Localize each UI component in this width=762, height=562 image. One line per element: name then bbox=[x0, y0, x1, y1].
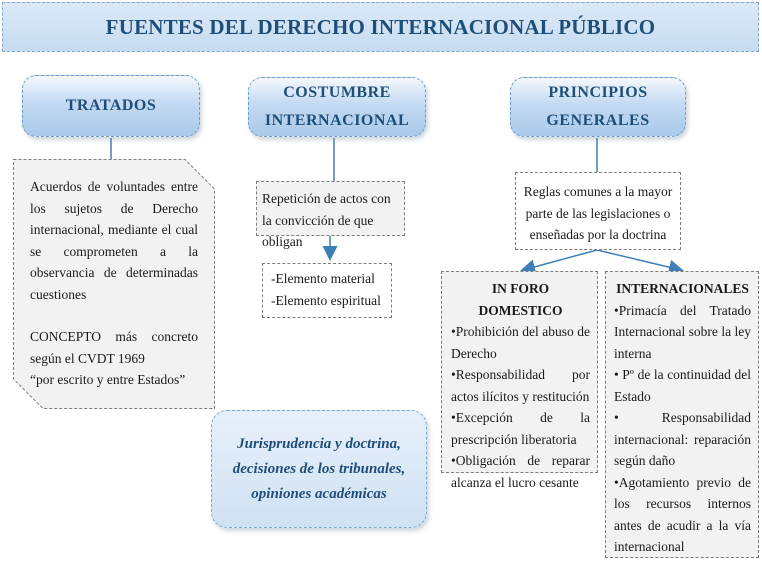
arrow-internacionales bbox=[597, 250, 681, 270]
arrow-foro-domestico bbox=[523, 250, 597, 270]
costumbre-definition-box bbox=[256, 181, 405, 249]
tratados-content bbox=[30, 176, 198, 391]
foro-item: •Obligación de reparar alcanza el lucro cesante bbox=[451, 453, 590, 490]
tratados-concept: CONCEPTO más concreto según el CVDT 1969 bbox=[30, 329, 198, 366]
foro-item: •Prohibición del abuso de Derecho bbox=[451, 324, 590, 361]
internacional-item: • Pº de la continuidad del Estado bbox=[614, 367, 751, 404]
title-banner bbox=[2, 2, 759, 52]
principios-definition-box bbox=[515, 172, 681, 250]
foro-item: •Excepción de la prescripción liberatoria bbox=[451, 410, 590, 447]
internacional-item: • Responsabilidad internacional: reparación según daño bbox=[614, 410, 751, 468]
costumbre-heading-line2: INTERNACIONAL bbox=[264, 112, 410, 129]
internacionales-box bbox=[605, 271, 759, 558]
tratados-heading-text: TRATADOS bbox=[65, 97, 157, 114]
principios-heading bbox=[510, 77, 686, 137]
page-title: FUENTES DEL DERECHO INTERNACIONAL PÚBLICO bbox=[105, 14, 656, 39]
costumbre-heading-line1: COSTUMBRE bbox=[283, 84, 391, 101]
costumbre-element-espiritual: -Elemento espiritual bbox=[271, 292, 381, 308]
principios-heading-line2: GENERALES bbox=[546, 112, 650, 129]
costumbre-heading bbox=[248, 77, 426, 137]
costumbre-elements-box bbox=[262, 263, 392, 318]
jurisprudencia-box bbox=[211, 410, 427, 528]
principios-definition: Reglas comunes a la mayor parte de las legislaciones o enseñadas por la doctrina bbox=[523, 184, 673, 242]
foro-domestico-title-line1: IN FORO bbox=[491, 281, 550, 296]
tratados-heading bbox=[22, 75, 200, 137]
foro-domestico-title-line2: DOMESTICO bbox=[478, 302, 563, 318]
internacionales-title: INTERNACIONALES bbox=[616, 281, 749, 296]
internacional-item: •Primacía del Tratado Internacional sobre la ley interna bbox=[614, 302, 751, 361]
foro-item: •Responsabilidad por actos ilícitos y restitución bbox=[451, 367, 590, 404]
internacional-item: •Agotamiento previo de los recursos internos antes de acudir a la vía internacional bbox=[614, 474, 751, 554]
principios-heading-line1: PRINCIPIOS bbox=[548, 84, 648, 101]
costumbre-element-material: -Elemento material bbox=[271, 271, 375, 286]
jurisprudencia-text: Jurisprudencia y doctrina, decisiones de los tribunales, opiniones académicas bbox=[232, 435, 406, 502]
tratados-definition: Acuerdos de voluntades entre los sujetos de Derecho internacional, mediante el cual se comprometen a la observancia de determinadas cuestiones bbox=[30, 179, 198, 302]
costumbre-definition: Repetición de actos con la convicción de que obligan bbox=[262, 191, 391, 249]
tratados-concept-quote: “por escrito y entre Estados” bbox=[30, 372, 186, 387]
foro-domestico-box bbox=[441, 271, 598, 490]
